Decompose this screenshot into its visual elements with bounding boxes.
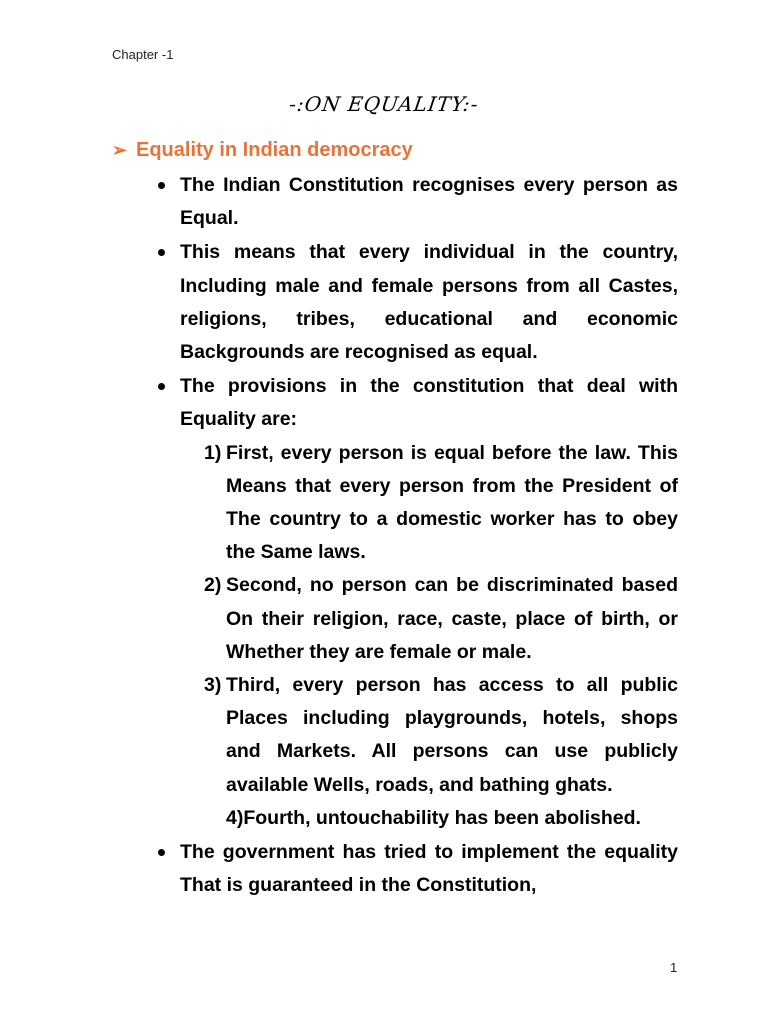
provision-number: 2): [204, 574, 222, 597]
provision-text: Second, no person can be discriminated based On their religion, race, caste, place of birth, or Whether they are female or male.: [226, 574, 678, 663]
document-body: [158, 169, 678, 903]
provision-number: 3): [204, 674, 222, 697]
page-title: -:ON EQUALITY:-: [287, 92, 481, 116]
provision-number: 1): [204, 441, 222, 464]
page-number: 1: [670, 960, 678, 975]
provision-item: [180, 569, 678, 669]
arrow-right-icon: ➢: [112, 140, 128, 160]
bullet-item: [158, 370, 678, 835]
provision-item: [180, 669, 678, 802]
bullet-list: [158, 169, 678, 902]
bullet-item: This means that every individual in the country, Including male and female persons from all Castes, religions, tribes, educational and economic Backgrounds are recognised as equal.: [158, 236, 678, 369]
provision-fourth: 4)Fourth, untouchability has been abolished.: [226, 806, 641, 829]
bullet-item: The government has tried to implement the equality That is guaranteed in the Constitution,: [158, 836, 678, 902]
bullet-item-text: The provisions in the constitution that deal with Equality are:: [180, 375, 678, 431]
bullet-item: The Indian Constitution recognises every person as Equal.: [158, 169, 678, 235]
chapter-header: Chapter -1: [112, 47, 174, 62]
section-heading: [112, 139, 413, 162]
provisions-list: [180, 437, 678, 802]
provision-text: First, every person is equal before the law. This Means that every person from the President of The country to a domestic worker has to obey the Same laws.: [226, 441, 678, 564]
section-heading-text: Equality in Indian democracy: [136, 139, 413, 161]
provision-item: [180, 437, 678, 570]
provision-text: Third, every person has access to all public Places including playgrounds, hotels, shops and Markets. All persons can use publicly available Wells, roads, and bathing ghats.: [226, 674, 678, 796]
